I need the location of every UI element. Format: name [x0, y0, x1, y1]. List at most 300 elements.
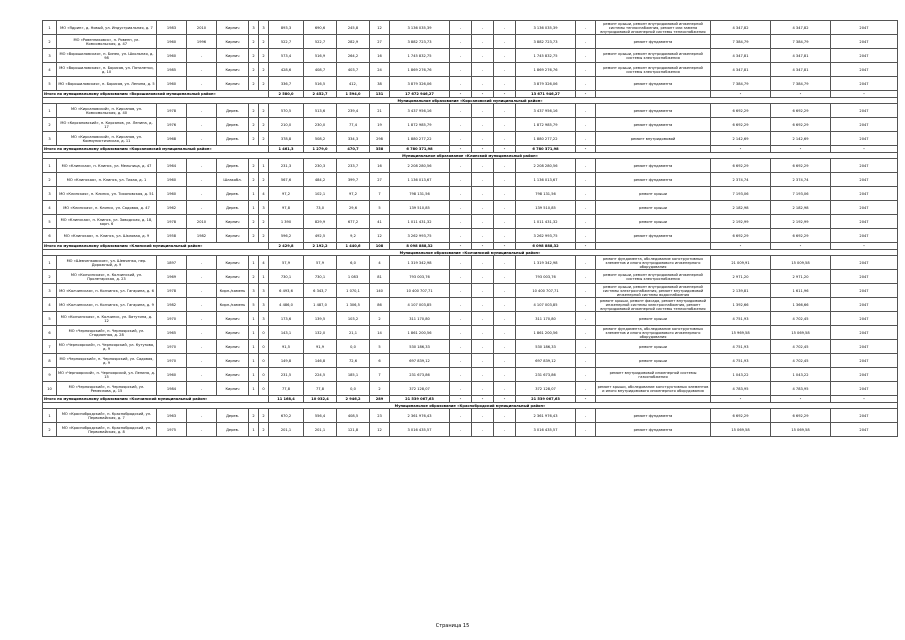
table-cell: ремонт крыши, ремонт внутридомовой инженерной системы электроснабжения: [596, 270, 711, 284]
table-cell: -: [450, 118, 472, 132]
table-cell: -: [450, 21, 472, 35]
table-cell: МО «Черноярский», п. Черноярский, ул. Ленина, д. 15: [57, 368, 157, 382]
subtotal-cell: -: [450, 243, 472, 250]
table-cell: -: [576, 340, 596, 354]
table-row: [43, 284, 898, 298]
section-title: Муниципальное образование «Клинский муниципальный район»: [43, 153, 898, 159]
table-row: [43, 35, 898, 49]
table-cell: -: [187, 63, 217, 77]
subtotal-cell: -: [831, 396, 898, 403]
table-cell: -: [472, 215, 494, 229]
table-cell: 5: [43, 77, 57, 91]
table-cell: 2: [249, 35, 259, 49]
table-cell: 2: [259, 423, 269, 437]
table-cell: 2: [259, 77, 269, 91]
table-cell: 2: [259, 215, 269, 229]
table-cell: -: [576, 201, 596, 215]
table-cell: МО «Шевченковское», ул. Шевченко, пер. Дорожный, д. 9: [57, 256, 157, 270]
table-cell: 2 192,99: [771, 215, 831, 229]
table-cell: 1: [43, 256, 57, 270]
table-cell: 2047: [831, 77, 898, 91]
table-row: [43, 229, 898, 243]
table-cell: МО «Ядрин», д. Новый, ул. Индустриальная, д. 7: [57, 21, 157, 35]
table-cell: 91,5: [269, 340, 304, 354]
table-cell: МО «Краснобродский», п. Краснобродский, ул. Первомайская, д. 7: [57, 409, 157, 423]
subtotal-label: Итого по муниципальному образованию «Колчинский муниципальный район»: [43, 396, 269, 403]
table-cell: -: [472, 229, 494, 243]
table-cell: 2: [43, 423, 57, 437]
table-cell: 1 880 277,22: [390, 132, 450, 146]
table-cell: МО «Черноярский», п. Черноярский, ул. Стадионная, д. 28: [57, 326, 157, 340]
table-cell: 7 384,79: [771, 77, 831, 91]
table-cell: 677,2: [337, 215, 370, 229]
table-cell: ремонт фундамента: [596, 104, 711, 118]
table-cell: 4 702,45: [771, 340, 831, 354]
table-cell: 5: [43, 312, 57, 326]
table-cell: 21: [370, 104, 390, 118]
table-cell: 2: [259, 63, 269, 77]
table-cell: 1: [249, 201, 259, 215]
table-row: [43, 256, 898, 270]
table-row: [43, 173, 898, 187]
subtotal-cell: -: [576, 91, 596, 98]
table-cell: 573,4: [269, 49, 304, 63]
table-cell: Кирпич: [217, 256, 249, 270]
table-cell: 893,3: [269, 21, 304, 35]
table-cell: МО «Колчинская», п. Колчинск, ул. Ватутина, д. 12: [57, 312, 157, 326]
subtotal-cell: 2 946,2: [337, 396, 370, 403]
table-cell: Кирпич: [217, 382, 249, 396]
subtotal-cell: 21 539 067,63: [516, 396, 576, 403]
subtotal-cell: -: [472, 146, 494, 153]
table-cell: -: [576, 270, 596, 284]
table-cell: Дерев.: [217, 132, 249, 146]
table-cell: -: [576, 77, 596, 91]
table-cell: 6 692,29: [711, 409, 771, 423]
table-cell: ремонт крыши, ремонт внутридомовой инженерной системы теплоснабжения, ремонт или замена внутридомовой инженерной системы теплоснабжения: [596, 21, 711, 35]
table-cell: -: [576, 312, 596, 326]
table-cell: -: [494, 173, 516, 187]
table-cell: 3: [43, 49, 57, 63]
table-cell: 513,6: [304, 104, 337, 118]
table-cell: 210,0: [269, 118, 304, 132]
table-cell: Кирпич: [217, 35, 249, 49]
table-cell: 3 016 435,57: [390, 423, 450, 437]
table-cell: 3: [43, 187, 57, 201]
table-cell: 1 043,22: [711, 368, 771, 382]
table-cell: -: [450, 77, 472, 91]
table-cell: 1978: [157, 284, 187, 298]
table-cell: 1978: [157, 215, 187, 229]
table-cell: Кирпич: [217, 326, 249, 340]
table-cell: 3: [259, 201, 269, 215]
table-cell: -: [187, 284, 217, 298]
table-cell: -: [450, 173, 472, 187]
table-cell: -: [450, 104, 472, 118]
table-cell: ремонт фундамента: [596, 229, 711, 243]
table-cell: -: [450, 63, 472, 77]
table-cell: 1: [249, 340, 259, 354]
table-cell: 27: [370, 35, 390, 49]
table-cell: 1: [43, 409, 57, 423]
table-cell: -: [187, 187, 217, 201]
table-cell: 829,9: [304, 215, 337, 229]
table-cell: 408,7: [304, 63, 337, 77]
table-cell: 1 487,0: [304, 298, 337, 312]
table-cell: 2: [259, 49, 269, 63]
table-cell: -: [494, 21, 516, 35]
table-cell: 6 692,29: [771, 159, 831, 173]
table-cell: 1975: [157, 423, 187, 437]
table-cell: -: [472, 201, 494, 215]
table-cell: 2 142,69: [771, 132, 831, 146]
table-cell: 15 069,58: [771, 423, 831, 437]
table-cell: 2 139,81: [711, 284, 771, 298]
table-cell: 2: [259, 173, 269, 187]
register-table-container: [42, 20, 897, 437]
table-row: [43, 382, 898, 396]
table-cell: 0,0: [337, 340, 370, 354]
table-cell: 1982: [157, 298, 187, 312]
table-cell: ремонт крыши: [596, 187, 711, 201]
table-cell: 1 869 276,76: [390, 63, 450, 77]
table-cell: 1996: [187, 35, 217, 49]
table-cell: 3 136 035,39: [516, 21, 576, 35]
table-cell: 2047: [831, 35, 898, 49]
table-cell: -: [450, 132, 472, 146]
table-cell: 516,9: [304, 49, 337, 63]
table-cell: 91,9: [304, 340, 337, 354]
table-cell: 334,3: [337, 132, 370, 146]
table-cell: 102,1: [304, 187, 337, 201]
table-cell: ремонт фундамента: [596, 35, 711, 49]
table-cell: 1 745 832,75: [390, 49, 450, 63]
table-cell: Дерев.: [217, 409, 249, 423]
table-cell: 1897: [157, 256, 187, 270]
table-cell: 1 392,66: [711, 298, 771, 312]
subtotal-cell: 8 098 888,32: [390, 243, 450, 250]
table-cell: 1: [259, 159, 269, 173]
subtotal-cell: -: [576, 243, 596, 250]
table-cell: -: [494, 340, 516, 354]
table-cell: 19: [370, 118, 390, 132]
table-cell: 185,1: [337, 368, 370, 382]
table-cell: ремонт крыши, ремонт внутридомовой инженерной системы электроснабжения: [596, 49, 711, 63]
table-cell: 1 070,1: [337, 284, 370, 298]
table-cell: 1 611,96: [771, 284, 831, 298]
overhaul-register-table: [42, 20, 898, 437]
subtotal-label: Итого по муниципальному образованию «Ворошиловский муниципальный район»: [43, 91, 269, 98]
table-cell: Кирпич: [217, 270, 249, 284]
table-cell: 139,5: [304, 312, 337, 326]
table-cell: 1963: [157, 409, 187, 423]
table-cell: 3: [259, 298, 269, 312]
table-cell: 3: [43, 284, 57, 298]
table-cell: Кирпич: [217, 215, 249, 229]
table-cell: -: [187, 326, 217, 340]
table-cell: 522,7: [269, 35, 304, 49]
table-cell: 1 043,22: [771, 368, 831, 382]
table-cell: 1964: [157, 159, 187, 173]
table-cell: 3 882 723,73: [390, 35, 450, 49]
table-cell: -: [450, 312, 472, 326]
table-cell: 2: [249, 173, 259, 187]
table-cell: -: [576, 354, 596, 368]
table-cell: 149,8: [269, 354, 304, 368]
table-cell: ремонт фундамента: [596, 77, 711, 91]
table-cell: Кирпич: [217, 21, 249, 35]
table-cell: МО «Клинская», п. Клинск, ул. Садовая, д. 47: [57, 201, 157, 215]
subtotal-cell: 17 672 946,27: [390, 91, 450, 98]
table-cell: 2 374,74: [711, 173, 771, 187]
table-cell: 3 136 035,39: [390, 21, 450, 35]
table-cell: 4 107 003,85: [390, 298, 450, 312]
table-cell: Кирпич: [217, 229, 249, 243]
table-cell: 5: [370, 201, 390, 215]
table-cell: МО «Колчинская», п. Колчинск, ул. Гагарина, д. 9: [57, 298, 157, 312]
table-cell: 2: [259, 132, 269, 146]
table-cell: 1 745 832,75: [516, 49, 576, 63]
table-cell: 24: [370, 63, 390, 77]
subtotal-row: [43, 396, 898, 403]
table-cell: ремонт фундамента: [596, 409, 711, 423]
table-cell: 7 384,79: [711, 35, 771, 49]
subtotal-cell: [596, 396, 711, 403]
table-cell: 1 861 200,56: [516, 326, 576, 340]
table-cell: -: [494, 187, 516, 201]
table-cell: -: [472, 35, 494, 49]
table-cell: -: [450, 298, 472, 312]
table-cell: ремонт крыши, обследование конструктивных элементов и иного внутридомового инженерного оборудования: [596, 382, 711, 396]
table-cell: -: [450, 49, 472, 63]
table-row: [43, 340, 898, 354]
subtotal-cell: -: [831, 91, 898, 98]
table-cell: Кирпич: [217, 354, 249, 368]
subtotal-cell: 11 168,4: [269, 396, 304, 403]
table-cell: 6: [370, 354, 390, 368]
table-cell: 224,5: [304, 368, 337, 382]
subtotal-row: [43, 91, 898, 98]
table-cell: 1: [249, 256, 259, 270]
table-cell: -: [450, 35, 472, 49]
table-cell: 14: [370, 326, 390, 340]
table-cell: 311 170,80: [390, 312, 450, 326]
table-cell: -: [472, 104, 494, 118]
table-cell: -: [472, 173, 494, 187]
table-row: [43, 187, 898, 201]
table-cell: 4 751,93: [711, 354, 771, 368]
table-cell: 697 839,12: [390, 354, 450, 368]
table-cell: 2: [259, 229, 269, 243]
table-cell: 15 009,58: [771, 256, 831, 270]
subtotal-cell: -: [494, 91, 516, 98]
table-cell: 146,8: [304, 354, 337, 368]
table-cell: 10: [43, 382, 57, 396]
subtotal-cell: 108: [370, 243, 390, 250]
table-cell: -: [187, 173, 217, 187]
table-cell: 567,6: [269, 173, 304, 187]
table-cell: ремонт крыши, ремонт фасада, ремонт внутридомовой инженерной системы электроснабжения, ремонт внутридомовой инженерной системы теплоснабжения: [596, 298, 711, 312]
table-cell: 4 702,45: [771, 354, 831, 368]
table-cell: 9: [43, 368, 57, 382]
table-cell: 508,2: [304, 132, 337, 146]
subtotal-cell: -: [450, 91, 472, 98]
table-cell: 97,2: [269, 187, 304, 201]
subtotal-cell: 13 671 946,27: [516, 91, 576, 98]
table-cell: 9,2: [337, 229, 370, 243]
table-cell: 596,2: [269, 229, 304, 243]
table-cell: -: [450, 159, 472, 173]
subtotal-cell: -: [711, 396, 771, 403]
table-cell: -: [576, 49, 596, 63]
table-cell: -: [450, 423, 472, 437]
table-cell: 798 131,56: [390, 187, 450, 201]
table-row: [43, 159, 898, 173]
table-cell: 15 069,58: [771, 326, 831, 340]
subtotal-label: Итого по муниципальному образованию «Кирсановский муниципальный район»: [43, 146, 269, 153]
subtotal-cell: -: [472, 396, 494, 403]
table-cell: 1970: [157, 340, 187, 354]
table-row: [43, 77, 898, 91]
table-cell: 2 374,74: [771, 173, 831, 187]
table-cell: 2047: [831, 201, 898, 215]
table-cell: -: [472, 159, 494, 173]
table-cell: МО «Ворошиловская», п. Борисов, ул. Пятилетки, д. 10: [57, 63, 157, 77]
table-cell: -: [187, 49, 217, 63]
table-cell: 7 384,79: [771, 35, 831, 49]
table-row: [43, 326, 898, 340]
table-cell: 1 306,5: [337, 298, 370, 312]
subtotal-cell: -: [831, 243, 898, 250]
table-cell: 1984: [157, 382, 187, 396]
table-cell: 0: [259, 326, 269, 340]
table-cell: -: [576, 215, 596, 229]
table-cell: 570,5: [269, 104, 304, 118]
table-cell: 0,0: [337, 382, 370, 396]
table-cell: 484,2: [304, 173, 337, 187]
table-cell: -: [187, 312, 217, 326]
table-cell: 2047: [831, 423, 898, 437]
table-cell: ремонт крыши, ремонт внутридомовой инженерной системы электроснабжения: [596, 63, 711, 77]
table-cell: -: [187, 256, 217, 270]
table-cell: 1983: [157, 21, 187, 35]
table-cell: 2047: [831, 409, 898, 423]
subtotal-cell: [596, 243, 711, 250]
table-cell: 4: [259, 256, 269, 270]
table-cell: -: [450, 382, 472, 396]
table-cell: 2047: [831, 104, 898, 118]
subtotal-cell: 2 452,7: [304, 91, 337, 98]
subtotal-cell: -: [771, 146, 831, 153]
table-cell: -: [576, 173, 596, 187]
table-cell: -: [494, 284, 516, 298]
subtotal-label: Итого по муниципальному образованию «Клинский муниципальный район»: [43, 243, 269, 250]
table-cell: Кирпич: [217, 77, 249, 91]
table-cell: -: [472, 132, 494, 146]
table-cell: 2047: [831, 312, 898, 326]
table-cell: 2010: [187, 215, 217, 229]
table-cell: 1 136 013,67: [390, 173, 450, 187]
table-cell: 2 971,20: [711, 270, 771, 284]
table-cell: -: [494, 49, 516, 63]
table-cell: 4 783,95: [771, 382, 831, 396]
subtotal-cell: 470,7: [337, 146, 370, 153]
table-cell: -: [576, 256, 596, 270]
table-cell: -: [576, 326, 596, 340]
table-cell: -: [450, 354, 472, 368]
table-cell: -: [576, 63, 596, 77]
table-cell: 690,6: [304, 21, 337, 35]
table-cell: 15 069,58: [711, 423, 771, 437]
table-cell: 139 510,85: [516, 201, 576, 215]
section-title: Муниципальное образование «Колчинский муниципальный район»: [43, 250, 898, 256]
table-cell: -: [472, 21, 494, 35]
table-cell: -: [472, 298, 494, 312]
table-cell: 41: [370, 215, 390, 229]
table-cell: 1: [249, 382, 259, 396]
table-cell: 2047: [831, 118, 898, 132]
table-cell: 2047: [831, 326, 898, 340]
table-cell: ремонт крыши: [596, 354, 711, 368]
subtotal-cell: 21 539 067,63: [390, 396, 450, 403]
table-cell: 1 319 342,98: [516, 256, 576, 270]
table-cell: 6 692,29: [771, 229, 831, 243]
table-cell: Шлакобл.: [217, 173, 249, 187]
table-cell: 4: [43, 63, 57, 77]
table-cell: -: [450, 284, 472, 298]
table-cell: 173,6: [269, 312, 304, 326]
table-cell: -: [472, 354, 494, 368]
table-cell: 139 510,85: [390, 201, 450, 215]
table-row: [43, 21, 898, 35]
table-cell: 6 692,29: [771, 104, 831, 118]
table-cell: Дерев.: [217, 423, 249, 437]
table-cell: -: [576, 187, 596, 201]
table-cell: -: [472, 284, 494, 298]
table-cell: 1969: [157, 270, 187, 284]
table-row: [43, 409, 898, 423]
subtotal-cell: [596, 91, 711, 98]
table-cell: 2: [249, 104, 259, 118]
table-cell: 7 384,79: [711, 77, 771, 91]
table-cell: -: [494, 368, 516, 382]
table-cell: -: [472, 326, 494, 340]
table-cell: 2047: [831, 173, 898, 187]
table-cell: -: [576, 118, 596, 132]
table-cell: 2047: [831, 298, 898, 312]
table-cell: -: [472, 63, 494, 77]
subtotal-cell: -: [711, 243, 771, 250]
table-cell: 77,8: [304, 382, 337, 396]
table-cell: 8: [43, 354, 57, 368]
table-cell: -: [187, 270, 217, 284]
table-cell: -: [450, 229, 472, 243]
table-cell: 77,4: [337, 118, 370, 132]
table-cell: 21,1: [337, 326, 370, 340]
table-cell: -: [450, 326, 472, 340]
table-cell: -: [472, 77, 494, 91]
table-cell: 2: [249, 118, 259, 132]
table-cell: 231 673,86: [390, 368, 450, 382]
table-cell: -: [450, 256, 472, 270]
subtotal-cell: 10 032,4: [304, 396, 337, 403]
table-cell: 231,5: [269, 368, 304, 382]
table-cell: 311 170,80: [516, 312, 576, 326]
table-cell: 5: [249, 298, 259, 312]
table-cell: 231,3: [269, 159, 304, 173]
table-cell: 1: [43, 104, 57, 118]
table-cell: 77,8: [269, 382, 304, 396]
